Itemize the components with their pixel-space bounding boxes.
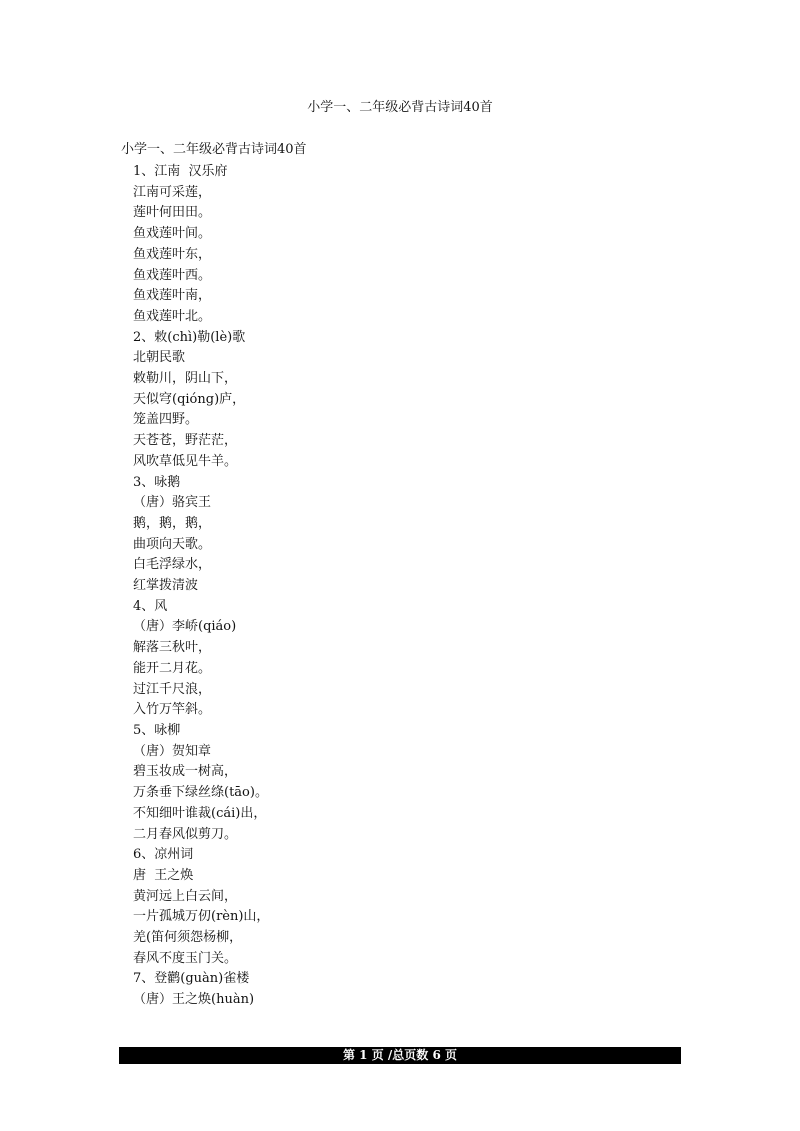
poem-line: 笼盖四野。 [133,412,199,428]
poem-line: 过江千尺浪， [133,681,212,697]
poem-line: （唐）李峤(qiáo) [133,619,237,635]
poem-line: （唐）骆宾王 [133,495,212,511]
poem-line: 入竹万竿斜。 [133,702,212,718]
poem-line: 2、敕(chì)勒(lè)歌 [133,329,246,345]
poem-line: 鱼戏莲叶北。 [133,308,212,324]
document-subtitle: 小学一、二年级必背古诗词40首 [121,142,307,157]
poem-line: 江南可采莲， [133,184,212,200]
poem-line: 7、登鹳(guàn)雀楼 [133,971,250,987]
poem-line: 万条垂下绿丝绦(tāo)。 [133,785,268,801]
poem-line: 鱼戏莲叶南， [133,288,212,304]
poem-line: 6、凉州词 [133,847,194,863]
poem-line: 鱼戏莲叶西。 [133,267,212,283]
poem-line: 莲叶何田田。 [133,205,212,221]
poem-list [133,162,269,1011]
poem-line: （唐）王之焕(huàn) [133,992,255,1008]
poem-line: 能开二月花。 [133,660,212,676]
poem-line: 3、咏鹅 [133,474,181,490]
poem-line: 黄河远上白云间， [133,888,238,904]
poem-line: 5、咏柳 [133,722,181,738]
page-number: 第 1 页 /总页数 6 页 [343,1048,457,1062]
poem-line: 曲项向天歌。 [133,536,212,552]
poem-line: 鹅，鹅，鹅， [133,515,212,531]
poem-line: 唐 王之焕 [133,867,194,883]
poem-line: 4、风 [133,598,168,614]
poem-line: 一片孤城万仞(rèn)山， [133,909,270,925]
poem-line: 碧玉妆成一树高， [133,764,238,780]
poem-line: 北朝民歌 [133,350,186,366]
page-footer [119,1047,681,1064]
poem-line: 风吹草低见牛羊。 [133,453,238,469]
poem-line: 红掌拨清波 [133,578,199,594]
document-title: 小学一、二年级必背古诗词40首 [307,100,493,115]
poem-line: 二月春风似剪刀。 [133,826,238,842]
poem-line: 鱼戏莲叶间。 [133,226,212,242]
poem-line: （唐）贺知章 [133,743,212,759]
poem-line: 天似穹(qióng)庐， [133,391,246,407]
poem-line: 解落三秋叶， [133,640,212,656]
poem-line: 白毛浮绿水， [133,557,212,573]
poem-line: 敕勒川，阴山下， [133,371,238,387]
poem-line: 鱼戏莲叶东， [133,246,212,262]
poem-line: 春风不度玉门关。 [133,950,238,966]
poem-line: 1、江南 汉乐府 [133,164,228,179]
poem-line: 不知细叶谁裁(cái)出， [133,805,267,821]
poem-line: 羌(笛何须怨杨柳， [133,930,243,946]
poem-line: 天苍苍，野茫茫， [133,433,238,449]
